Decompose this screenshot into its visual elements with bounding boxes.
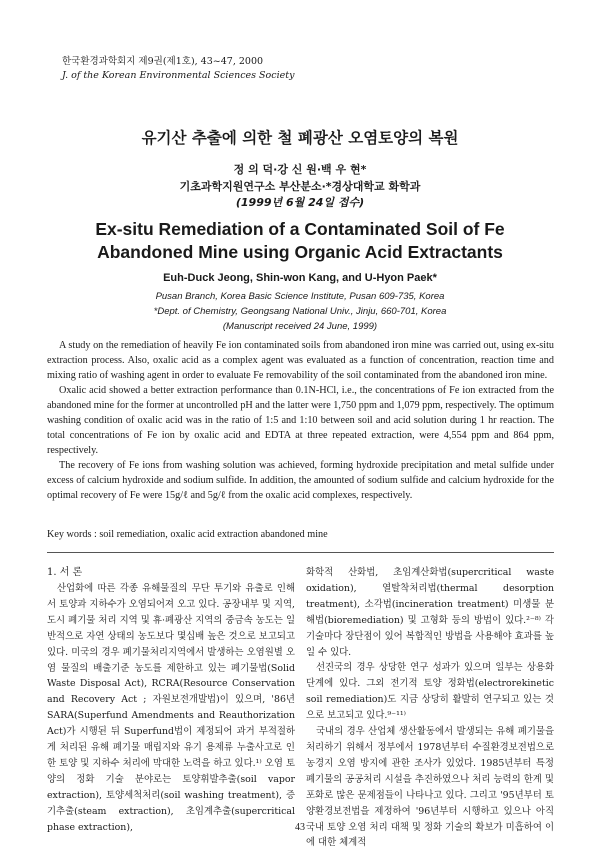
affiliation-english [0, 289, 600, 334]
section-divider [47, 552, 554, 553]
abstract-paragraph: A study on the remediation of heavily Fe ion contaminated soils from abandoned iron mine was carried out, using ex-situ extraction process. Also, oxalic acid as a complex agent was evaluated as a function of concentration, reaction time and mixing ratio of washing agent in order to evaluate Fe removability of the soil contaminated from the abandoned iron mine. [47, 340, 554, 381]
received-date-korean: (1999년 6월 24일 접수) [235, 196, 365, 209]
page-number: 43 [295, 822, 305, 833]
body-paragraph: 산업화에 따른 각종 유해물질의 무단 투기와 유출로 인해서 토양과 지하수가 오염되어져 오고 있다. 공장내부 및 지역, 도시 폐기물 처리 지역 및 휴·폐광산 지역의 중금속 농도는 일반적으로 자연 상태의 농도보다 몇십배 높은 것으로 보고되고 있다. 미국의 경우 폐기물처리지역에서 발생하는 오염원별 오염 물질의 배출기준 농도를 제한하고 있는 폐기물법(Solid Waste Disposal Act), RCRA(Resource Conservation and Recovery Act ; 자원보전개발법)이 있으며, '86년 SARA(Superfund Amendments and Reauthorization Act)가 시행된 뒤 Superfund법이 제정되어 과거 부적절하게 처리된 유해 폐기물 매립지와 유기 용제류 누출사고로 인한 토양 및 지하수 처리에 막대한 노력을 하고 있다.¹⁾ 오염 토양의 정화 기술 분야로는 토양휘발추출(soil vapor extraction), 토양세척처리(soil washing treatment), 증기추출(steam extraction), 초임계추출(supercritical phase extraction), [47, 583, 295, 833]
section-heading-introduction: 1. 서 론 [47, 567, 83, 578]
journal-name-en: J. of the Korean Environmental Sciences Society [62, 70, 295, 81]
affiliation-line: *Dept. of Chemistry, Geongsang National Univ., Jinju, 660-701, Korea [153, 306, 447, 317]
abstract-paragraph: The recovery of Fe ions from washing solution was achieved, forming hydroxide precipitation and metal sulfide under excess of calcium hydroxide and sodium sulfide. In addition, the amounted of sodium sulfide and calcium hydroxide for the optimal recovery of Fe were 15g/ℓ and 5g/ℓ from the oxalic acid complexes, respectively. [47, 460, 554, 501]
body-column-right [306, 565, 554, 851]
body-column-left [47, 565, 295, 836]
abstract [47, 338, 554, 503]
affiliation-korean: 기초과학지원연구소 부산분소·*경상대학교 화학과 [179, 180, 421, 193]
authors-korean: 정 의 덕·강 신 원·백 우 현* [233, 163, 367, 176]
journal-citation-ko: 한국환경과학회지 제9권(제1호), 43~47, 2000 [62, 56, 264, 67]
authors-english: Euh-Duck Jeong, Shin-won Kang, and U-Hyon Paek* [163, 272, 437, 284]
keywords: Key words : soil remediation, oxalic acid extraction abandoned mine [47, 529, 328, 540]
affiliation-line: Pusan Branch, Korea Basic Science Institute, Pusan 609-735, Korea [155, 291, 445, 302]
title-korean: 유기산 추출에 의한 철 폐광산 오염토양의 복원 [141, 129, 459, 147]
journal-header [62, 55, 362, 83]
body-paragraph: 국내의 경우 산업체 생산활동에서 발생되는 유해 폐기물을 처리하기 위해서 정부에서 1978년부터 수질환경보전법으로 농경지 오염 방지에 관한 조사가 있었다. 1985년부터 특정 폐기물의 공공처리 시설을 추진하였으나 처리 능력의 한계 및 포화로 많은 문제점들이 나타나고 있다. 그리고 '95년부터 토양환경보전법을 제정하여 '96년부터 시행하고 있으나 아직 국내 토양 오염 처리 대책 및 정화 기술의 확보가 미흡하여 이에 대한 체계적 [306, 726, 554, 849]
abstract-paragraph: Oxalic acid showed a better extraction performance than 0.1N-HCl, i.e., the concentrations of Fe ion extracted from the abandoned mine for the former at uncontrolled pH and the latter were 1,750 ppm and 1,079 ppm, respectively. The optimum washing condition of oxalic acid was in the ratio of 1:5 and 1:10 between soil and acid solution during 1 hr reaction. The total concentrations of Fe ion by oxalic acid and EDTA at three repeated extraction, were 4,554 ppm and 864 ppm, respectively. [47, 385, 554, 456]
manuscript-received: (Manuscript received 24 June, 1999) [222, 321, 378, 332]
body-paragraph: 화학적 산화법, 초임계산화법(supercritical waste oxidation), 열탈착처리법(thermal desorption treatment), 소각법(incineration treatment) 미생물 분해법(bioremediation) 및 고형화 등의 방법이 있다.²⁻⁸⁾ 각 기술마다 장단점이 있어 복합적인 방법을 사용해야 효과를 높일 수 있다. [306, 567, 554, 658]
title-english: Ex-situ Remediation of a Contaminated Soil of Fe Abandoned Mine using Organic Acid Extractants [95, 219, 505, 262]
body-paragraph: 선진국의 경우 상당한 연구 성과가 있으며 일부는 상용화 단계에 있다. 그외 전기적 토양 정화법(electrorekinetic soil remediation)도 지금 상당히 활발히 연구되고 있는 것으로 보고되고 있다.⁹⁻¹¹⁾ [306, 662, 554, 722]
